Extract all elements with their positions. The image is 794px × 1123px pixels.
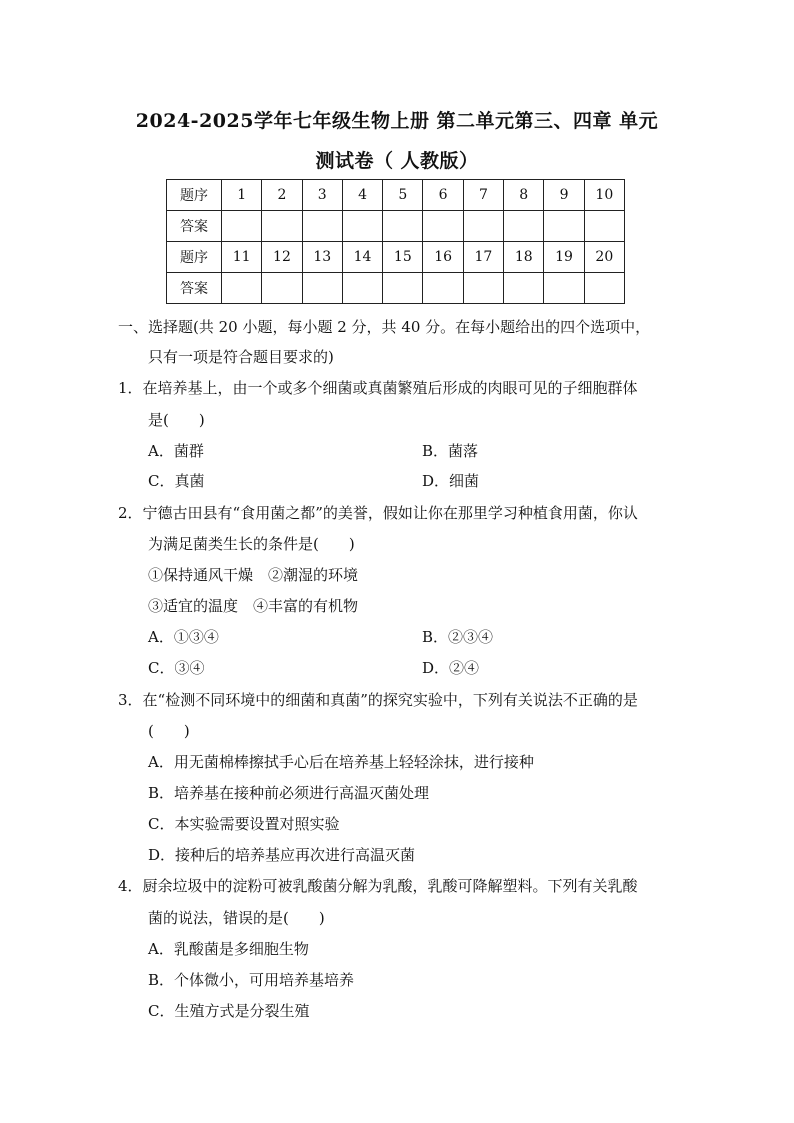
number-cell: 17 xyxy=(463,242,503,273)
question-4-stem: 4．厨余垃圾中的淀粉可被乳酸菌分解为乳酸，乳酸可降解塑料。下列有关乳酸 xyxy=(118,877,638,895)
question-1-option-b[interactable]: B．菌落 xyxy=(422,442,479,460)
answer-cell[interactable] xyxy=(342,211,382,242)
number-cell: 4 xyxy=(342,180,382,211)
answer-cell[interactable] xyxy=(383,273,423,304)
answer-cell[interactable] xyxy=(463,211,503,242)
question-2-option-d[interactable]: D．②④ xyxy=(422,659,480,677)
answer-cell[interactable] xyxy=(222,273,262,304)
number-cell: 20 xyxy=(584,242,624,273)
question-1-stem: 1．在培养基上，由一个或多个细菌或真菌繁殖后形成的肉眼可见的子细胞群体 xyxy=(118,379,638,397)
number-cell: 6 xyxy=(423,180,463,211)
section-heading-cont: 只有一项是符合题目要求的) xyxy=(148,348,334,366)
table-row xyxy=(167,211,625,242)
row-label: 答案 xyxy=(167,211,222,242)
row-label: 题序 xyxy=(167,180,222,211)
question-1-option-d[interactable]: D．细菌 xyxy=(422,472,480,490)
number-cell: 8 xyxy=(504,180,544,211)
question-4-stem-cont: 菌的说法，错误的是( ) xyxy=(148,909,325,927)
question-3-option-b[interactable]: B．培养基在接种前必须进行高温灭菌处理 xyxy=(148,784,430,802)
number-cell: 12 xyxy=(262,242,302,273)
page-title: 2024-2025学年七年级生物上册 第二单元第三、四章 单元 xyxy=(135,110,659,132)
table-row xyxy=(167,180,625,211)
number-cell: 13 xyxy=(302,242,342,273)
question-3-option-c[interactable]: C．本实验需要设置对照实验 xyxy=(148,815,340,833)
answer-cell[interactable] xyxy=(262,273,302,304)
question-3-option-d[interactable]: D．接种后的培养基应再次进行高温灭菌 xyxy=(148,846,416,864)
answer-cell[interactable] xyxy=(423,273,463,304)
number-cell: 9 xyxy=(544,180,584,211)
answer-cell[interactable] xyxy=(423,211,463,242)
question-2-stem: 2．宁德古田县有“食用菌之都”的美誉，假如让你在那里学习种植食用菌，你认 xyxy=(118,504,638,522)
question-3-option-a[interactable]: A．用无菌棉棒擦拭手心后在培养基上轻轻涂抹，进行接种 xyxy=(148,753,534,771)
answer-cell[interactable] xyxy=(504,273,544,304)
answer-table xyxy=(166,179,625,304)
question-2-statements-2: ③适宜的温度 ④丰富的有机物 xyxy=(148,597,359,615)
number-cell: 16 xyxy=(423,242,463,273)
number-cell: 1 xyxy=(222,180,262,211)
number-cell: 3 xyxy=(302,180,342,211)
question-4-option-c[interactable]: C．生殖方式是分裂生殖 xyxy=(148,1002,310,1020)
answer-cell[interactable] xyxy=(302,211,342,242)
answer-cell[interactable] xyxy=(504,211,544,242)
section-heading: 一、选择题(共 20 小题，每小题 2 分，共 40 分。在每小题给出的四个选项中， xyxy=(118,318,651,336)
row-label: 答案 xyxy=(167,273,222,304)
question-1-stem-cont: 是( ) xyxy=(148,411,205,429)
answer-cell[interactable] xyxy=(383,211,423,242)
question-3-stem-cont: ( ) xyxy=(148,722,190,740)
number-cell: 14 xyxy=(342,242,382,273)
number-cell: 11 xyxy=(222,242,262,273)
question-1-option-a[interactable]: A．菌群 xyxy=(148,442,204,460)
question-4-option-b[interactable]: B．个体微小，可用培养基培养 xyxy=(148,971,355,989)
number-cell: 15 xyxy=(383,242,423,273)
row-label: 题序 xyxy=(167,242,222,273)
answer-cell[interactable] xyxy=(463,273,503,304)
answer-cell[interactable] xyxy=(584,273,624,304)
question-2-statements-1: ①保持通风干燥 ②潮湿的环境 xyxy=(148,566,359,584)
question-2-option-c[interactable]: C．③④ xyxy=(148,659,205,677)
number-cell: 5 xyxy=(383,180,423,211)
answer-cell[interactable] xyxy=(302,273,342,304)
answer-cell[interactable] xyxy=(222,211,262,242)
question-2-option-b[interactable]: B．②③④ xyxy=(422,628,494,646)
page-subtitle: 测试卷（ 人教版） xyxy=(315,150,479,172)
answer-cell[interactable] xyxy=(584,211,624,242)
question-2-stem-cont: 为满足菌类生长的条件是( ) xyxy=(148,535,355,553)
table-row xyxy=(167,273,625,304)
answer-cell[interactable] xyxy=(544,273,584,304)
question-3-stem: 3．在“检测不同环境中的细菌和真菌”的探究实验中，下列有关说法不正确的是 xyxy=(118,691,638,709)
number-cell: 2 xyxy=(262,180,302,211)
number-cell: 19 xyxy=(544,242,584,273)
number-cell: 10 xyxy=(584,180,624,211)
answer-cell[interactable] xyxy=(544,211,584,242)
number-cell: 7 xyxy=(463,180,503,211)
answer-cell[interactable] xyxy=(342,273,382,304)
question-4-option-a[interactable]: A．乳酸菌是多细胞生物 xyxy=(148,940,309,958)
answer-cell[interactable] xyxy=(262,211,302,242)
number-cell: 18 xyxy=(504,242,544,273)
question-2-option-a[interactable]: A．①③④ xyxy=(148,628,219,646)
question-1-option-c[interactable]: C．真菌 xyxy=(148,472,205,490)
table-row xyxy=(167,242,625,273)
